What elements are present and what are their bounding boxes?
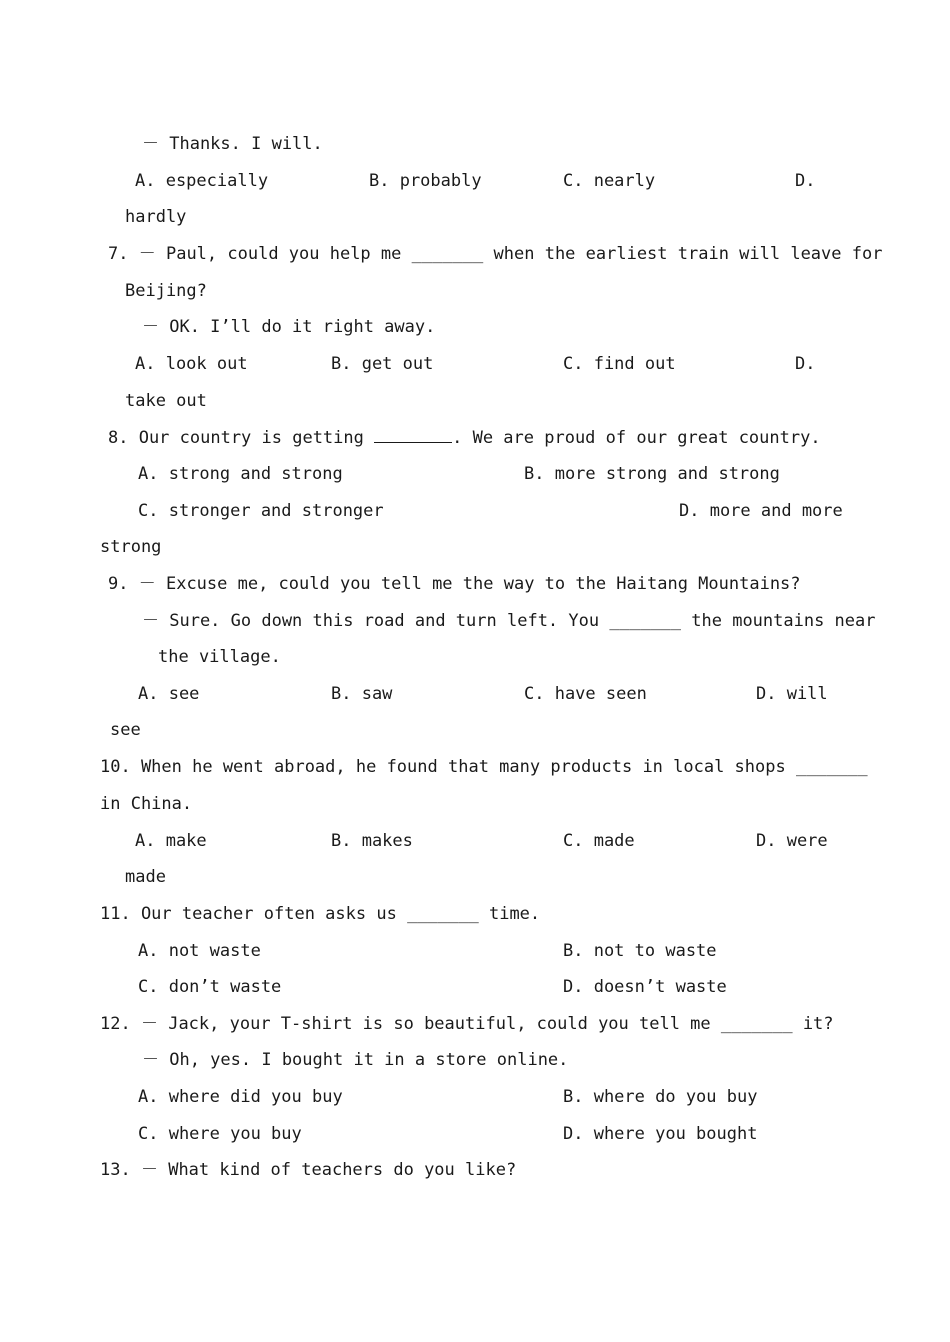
q10-option-a: A. make [135, 831, 207, 851]
q13-stem-text: － What kind of teachers do you like? [140, 1160, 517, 1180]
q11-blank: _______ [407, 904, 479, 924]
q7-reply: － OK. I’ll do it right away. [142, 317, 436, 337]
q9-blank: _______ [609, 611, 682, 631]
q10-stem-line1 [100, 756, 868, 778]
q7-stem-part2: when the earliest train will leave for [493, 244, 883, 264]
q7-stem-line1 [108, 243, 882, 265]
q8-option-b: B. more strong and strong [524, 464, 780, 484]
q12-option-c: C. where you buy [138, 1124, 302, 1144]
q10-blank: _______ [796, 757, 868, 777]
q11-stem-part1: 11. Our teacher often asks us [100, 904, 397, 924]
q10-option-d-wrap: made [125, 867, 166, 887]
q7-stem-part1: － Paul, could you help me [138, 244, 402, 264]
q13-stem [100, 1159, 516, 1181]
q8-stem [108, 426, 821, 449]
q7-option-b: B. get out [331, 354, 434, 374]
q12-stem-part1: － Jack, your T-shirt is so beautiful, could you tell me [140, 1014, 711, 1034]
q8-stem-part1: 8. Our country is getting [108, 428, 364, 448]
q10-option-b: B. makes [331, 831, 413, 851]
q9-option-c: C. have seen [524, 684, 647, 704]
q9-stem-text: － Excuse me, could you tell me the way to the Haitang Mountains? [138, 574, 801, 594]
q6-option-c: C. nearly [563, 171, 656, 191]
q8-option-a: A. strong and strong [138, 464, 343, 484]
q10-option-c: C. made [563, 831, 635, 851]
q10-stem-line2: in China. [100, 794, 193, 814]
q13-number: 13. [100, 1160, 131, 1180]
q12-reply: － Oh, yes. I bought it in a store online. [142, 1050, 569, 1070]
q11-stem [100, 903, 540, 925]
q6-option-a: A. especially [135, 171, 269, 191]
q8-blank [374, 426, 452, 443]
q12-stem [100, 1013, 834, 1035]
q11-option-a: A. not waste [138, 941, 261, 961]
q12-option-d: D. where you bought [563, 1124, 758, 1144]
q6-reply: － Thanks. I will. [142, 134, 323, 154]
q11-option-d: D. doesn’t waste [563, 977, 727, 997]
q12-number: 12. [100, 1014, 131, 1034]
q8-option-d: D. more and more [679, 501, 843, 521]
q12-option-b: B. where do you buy [563, 1087, 758, 1107]
q9-option-d: D. will [756, 684, 828, 704]
q6-option-b: B. probably [369, 171, 482, 191]
q8-option-d-wrap: strong [100, 537, 162, 557]
q9-reply-part2: the mountains near [691, 611, 876, 631]
q7-option-d-label: D. [795, 354, 816, 374]
q10-stem-text: 10. When he went abroad, he found that many products in local shops [100, 757, 786, 777]
q9-reply-line1 [142, 610, 876, 632]
q6-option-d-text: hardly [125, 207, 187, 227]
q7-option-d-text: take out [125, 391, 207, 411]
q7-option-c: C. find out [563, 354, 676, 374]
q10-option-d: D. were [756, 831, 828, 851]
q9-reply-line2: the village. [158, 647, 281, 667]
q7-number: 7. [108, 244, 129, 264]
q11-option-c: C. don’t waste [138, 977, 282, 997]
q8-option-c: C. stronger and stronger [138, 501, 384, 521]
q11-option-b: B. not to waste [563, 941, 717, 961]
q9-number: 9. [108, 574, 129, 594]
q12-blank: _______ [720, 1014, 793, 1034]
q12-option-a: A. where did you buy [138, 1087, 343, 1107]
q7-blank: _______ [411, 244, 484, 264]
q9-option-d-wrap: see [110, 720, 141, 740]
q8-stem-part2: . We are proud of our great country. [452, 428, 821, 448]
q11-stem-part2: time. [488, 904, 541, 924]
q12-stem-part2: it? [802, 1014, 834, 1034]
q9-option-a: A. see [138, 684, 200, 704]
q7-option-a: A. look out [135, 354, 248, 374]
q6-option-d-label: D. [795, 171, 816, 191]
q7-stem-line2: Beijing? [125, 281, 207, 301]
q9-option-b: B. saw [331, 684, 393, 704]
q9-reply-part1: － Sure. Go down this road and turn left. You [142, 611, 600, 631]
q9-stem [108, 573, 801, 595]
